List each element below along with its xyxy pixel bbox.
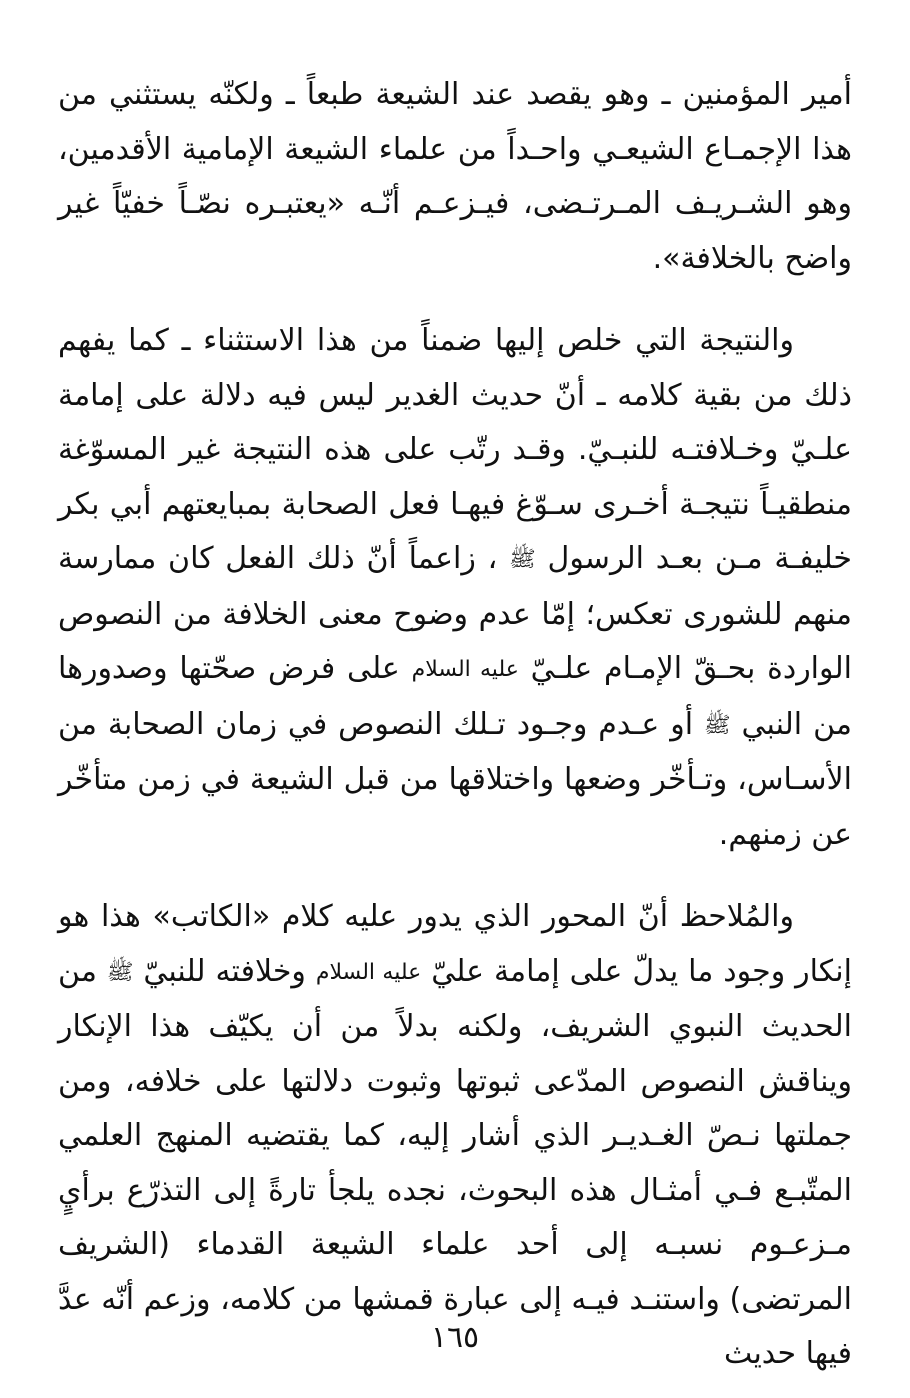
prophet-honorific: ﷺ <box>509 547 536 572</box>
paragraph-3-text-c: من الحديث النبوي الشريف، ولكنه بدلاً من أن يكيّف هذا الإنكار ويناقش النصوص المدّعى ثبوتها وثبوت دلالتها على خلافه، ومن جملتها نـصّ الغـديـر الذي أشار إليه، كما يقتضيه المنهج العلمي المتّبـع فـي أمثـال هذه البحوث، نجده يلجأ تارةً إلى التذرّع برأيٍ مـزعـوم نسبـه إلى أحد علماء الشيعة القدماء (الشريف المرتضى) واستنـد فيـه إلى عبارة قمشها من كلامه، وزعم أنّه عدَّ فيها حديث <box>58 953 852 1371</box>
paragraph-2-text-b: ، زاعماً أنّ ذلك الفعل كان ممارسة منهم للشورى تعكس؛ إمّا عدم وضوح معنى الخلافة من النصوص الواردة بحـقّ الإمـام علـيّ <box>58 541 852 686</box>
page-number: ١٦٥ <box>430 1320 480 1355</box>
paragraph-2 <box>58 314 852 862</box>
imam-honorific: عليه السلام <box>411 657 519 682</box>
prophet-honorific: ﷺ <box>106 959 134 985</box>
paragraph-2-text-a: والنتيجة التي خلص إليها ضمناً من هذا الاستثناء ـ كما يفهم ذلك من بقية كلامه ـ أنّ حديث الغدير ليس فيه دلالة على إمامة علـيّ وخـلافتـه للنبـيّ. وقـد رتّب على هذه النتيجة غير المسوّغة منطقيـاً نتيجـة أخـرى سـوّغ فيهـا فعل الصحابة بمبايعتهم أبي بكر خليفـة مـن بعـد الرسول <box>58 323 852 576</box>
paragraph-2-text-d: أو عـدم وجـود تـلك النصوص في زمان الصحابة من الأسـاس، وتـأخّر وضعها واختلاقها من قبل الشيعة في زمن متأخّر عن زمنهم. <box>58 706 852 852</box>
paragraph-1-text: أمير المؤمنين ـ وهو يقصد عند الشيعة طبعاً ـ ولكنّه يستثني من هذا الإجمـاع الشيعـي واحـداً من علماء الشيعة الإمامية الأقدمين، وهو الشـريـف المـرتـضى، فيـزعـم أنّـه «يعتبـره نصّـاً خفيّاً غير واضح بالخلافة». <box>58 77 852 276</box>
prophet-honorific: ﷺ <box>704 712 731 738</box>
paragraph-3 <box>58 890 852 1382</box>
paragraph-3-text-b: وخلافته للنبيّ <box>143 953 306 989</box>
paragraph-1 <box>58 68 852 286</box>
paragraph-2-text-c: على فرض صحّتها وصدورها من النبي <box>58 651 852 742</box>
paragraph-3-text-a: والمُلاحظ أنّ المحور الذي يدور عليه كلام «الكاتب» هذا هو إنكار وجود ما يدلّ على إمامة عليّ <box>58 899 852 989</box>
imam-honorific: عليه السلام <box>315 959 422 985</box>
document-body <box>58 68 852 1382</box>
